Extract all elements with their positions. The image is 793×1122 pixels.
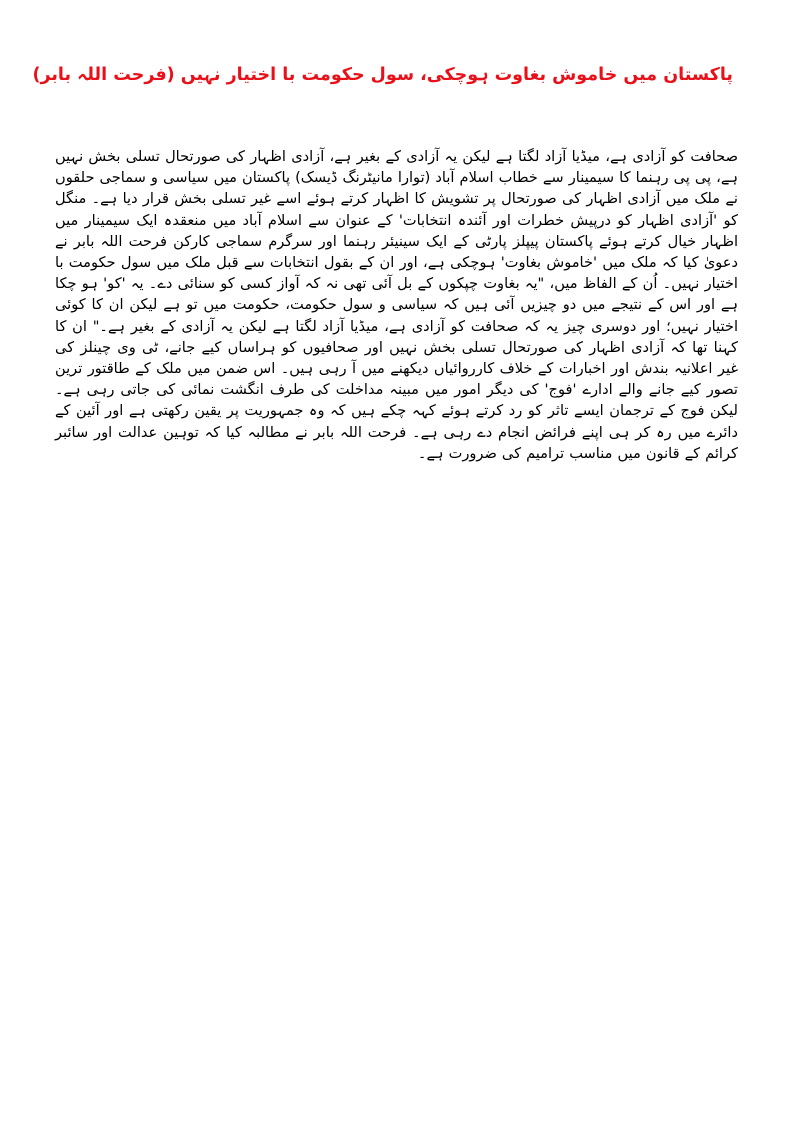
article-paragraph: صحافت کو آزادی ہے، میڈیا آزاد لگتا ہے لیکن یہ آزادی کے بغیر ہے، آزادی اظہار کی صورتحال تسلی بخش نہیں ہے، پی پی رہنما کا سیمینار سے خطاب اسلام آباد (توارا مانیٹرنگ ڈیسک) پاکستان میں سیاسی و سماجی حلقوں نے ملک میں آزادی اظہار کی صورتحال پر تشویش کا اظہار کرتے ہوئے اسے غیر تسلی بخش قرار دیا ہے۔ منگل کو 'آزادی اظہار کو درپیش خطرات اور آئندہ انتخابات' کے عنوان سے اسلام آباد میں منعقدہ ایک سیمینار میں اظہار خیال کرتے ہوئے پاکستان پیپلز پارٹی کے ایک سینیئر رہنما اور سرگرم سماجی کارکن فرحت اللہ بابر نے دعویٰ کیا کہ ملک میں 'خاموش بغاوت' ہوچکی ہے، اور ان کے بقول انتخابات سے قبل ملک میں سول حکومت با اختیار نہیں۔ اُن کے الفاظ میں، "یہ بغاوت چپکوں کے بل آئی تھی نہ کہ آواز کسی کو سنائی دے۔ یہ 'کو' ہو چکا ہے اور اس کے نتیجے میں دو چیزیں آئی ہیں کہ سیاسی و سول حکومت، حکومت میں تو ہے لیکن ان کا کوئی اختیار نہیں؛ اور دوسری چیز یہ کہ صحافت کو آزادی ہے، میڈیا آزاد لگتا ہے لیکن یہ آزادی کے بغیر ہے۔" ان کا کہنا تھا کہ آزادی اظہار کی صورتحال تسلی بخش نہیں اور صحافیوں کو ہراساں کیے جانے، ٹی وی چینلز کی غیر اعلانیہ بندش اور اخبارات کے خلاف کارروائیاں دیکھنے میں آ رہی ہیں۔ اس ضمن میں ملک کے طاقتور ترین تصور کیے جانے والے ادارے 'فوج' کی دیگر امور میں مبینہ مداخلت کی طرف انگشت نمائی کی جاتی رہی ہے۔ لیکن فوج کے ترجمان ایسے تاثر کو رد کرتے ہوئے کہہ چکے ہیں کہ وہ جمہوریت پر یقین رکھتی ہے اور آئین کے دائرے میں رہ کر ہی اپنے فرائض انجام دے رہی ہے۔ فرحت اللہ بابر نے مطالبہ کیا کہ توہین عدالت اور سائبر کرائم کے قانون میں مناسب ترامیم کی ضرورت ہے۔	[55, 148, 738, 462]
article-body	[55, 146, 738, 464]
article-headline: پاکستان میں خاموش بغاوت ہوچکی، سول حکومت با اختیار نہیں (فرحت اللہ بابر)	[32, 64, 733, 85]
